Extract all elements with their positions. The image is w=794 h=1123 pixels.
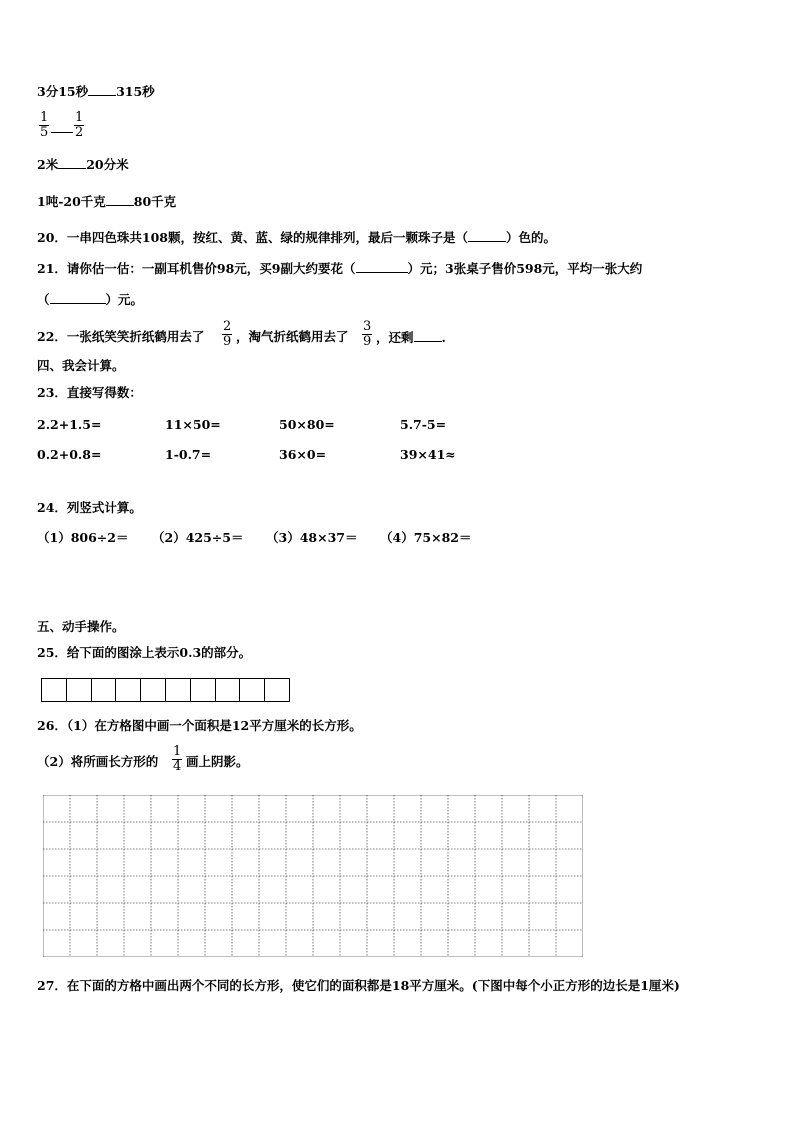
fraction-numerator: 1 [40,110,49,125]
fraction-numerator: 3 [363,319,372,334]
fraction-three-ninths [362,320,372,349]
fraction-numerator: 2 [223,319,232,334]
vertical-calc-item: （2）425÷5＝ [152,530,244,545]
question-text: ）色的。 [506,230,557,245]
question-text: 22．一张纸笑笑折纸鹤用去了 [37,329,205,344]
question-text: ）元。 [105,292,144,307]
answer-blank[interactable] [88,83,116,96]
question-25-title: 25．给下面的图涂上表示0.3的部分。 [37,645,252,660]
compare-left: 2米 [37,157,59,172]
question-20 [37,229,556,246]
strip-cell[interactable] [265,679,289,701]
question-text: ）元；3张桌子售价598元，平均一张大约 [407,261,643,276]
fraction-denominator: 9 [363,334,372,349]
compare-right: 20分米 [86,157,129,172]
calc-item: 11×50= [165,417,221,432]
strip-cell[interactable] [216,679,241,701]
question-23-title: 23．直接写得数： [37,385,142,400]
question-21 [37,260,642,277]
fraction-numerator: 1 [75,110,84,125]
question-27: 27．在下面的方格中画出两个不同的长方形，使它们的面积都是18平方厘米。(下图中每个小正方形的边长是1厘米) [37,978,680,993]
fraction-denominator: 4 [173,759,182,774]
question-text: . [441,330,446,345]
fraction-numerator: 1 [173,744,182,759]
vertical-calc-item: （4）75×82＝ [380,530,472,545]
vertical-calc-item: （1）806÷2＝ [37,530,129,545]
fraction-two-ninths [222,320,232,349]
question-text: 20．一串四色珠共108颗，按红、黄、蓝、绿的规律排列，最后一颗珠子是（ [37,230,468,245]
shading-strip[interactable] [41,678,290,702]
question-26-line-2a: （2）将所画长方形的 [37,754,159,769]
calc-item: 50×80= [279,417,335,432]
calc-item: 5.7-5= [400,417,447,432]
answer-blank[interactable] [356,260,408,273]
question-text: ，还剩 [376,330,414,345]
compare-right: 80千克 [133,194,177,209]
answer-blank[interactable] [414,329,442,342]
calc-item: 39×41≈ [400,447,456,462]
answer-blank[interactable] [58,156,86,169]
fraction-one-quarter [172,745,182,774]
strip-cell[interactable] [141,679,166,701]
question-22 [37,329,204,345]
strip-cell[interactable] [67,679,92,701]
answer-blank[interactable] [106,193,134,206]
calc-item: 0.2+0.8= [37,447,102,462]
compare-right: 315秒 [116,84,155,99]
question-text: ，淘气折纸鹤用去了 [236,329,349,344]
strip-cell[interactable] [116,679,141,701]
section-5-heading: 五、动手操作。 [37,619,125,634]
fraction-denominator: 2 [75,125,84,140]
question-text: 21．请你估一估：一副耳机售价98元，买9副大约要花（ [37,261,356,276]
fraction-denominator: 5 [40,125,49,140]
compare-left: 3分15秒 [37,84,89,99]
answer-blank[interactable] [50,291,106,304]
answer-blank[interactable] [51,120,73,133]
question-26-line-1: 26．（1）在方格图中画一个面积是12平方厘米的长方形。 [37,718,362,733]
calc-item: 1-0.7= [165,447,212,462]
strip-cell[interactable] [42,679,67,701]
strip-cell[interactable] [92,679,117,701]
compare-row-1 [37,83,155,100]
calc-item: 2.2+1.5= [37,417,102,432]
answer-blank[interactable] [468,229,506,242]
strip-cell[interactable] [191,679,216,701]
strip-cell[interactable] [166,679,191,701]
question-26-line-2b: 画上阴影。 [186,754,249,769]
vertical-calc-item: （3）48×37＝ [266,530,358,545]
section-4-heading: 四、我会计算。 [37,358,125,373]
question-text: （ [37,292,50,307]
fraction-one-half [74,111,84,140]
fraction-one-fifth [39,111,49,140]
calc-item: 36×0= [279,447,327,462]
question-21-continued [37,291,143,308]
dotted-square-grid[interactable] [43,795,583,957]
question-22-end [376,329,446,346]
question-22-mid [236,329,349,345]
compare-row-3 [37,156,129,173]
question-24-title: 24．列竖式计算。 [37,500,142,515]
compare-left: 1吨-20千克 [37,194,106,209]
strip-cell[interactable] [240,679,265,701]
fraction-denominator: 9 [223,334,232,349]
compare-row-4 [37,193,176,210]
